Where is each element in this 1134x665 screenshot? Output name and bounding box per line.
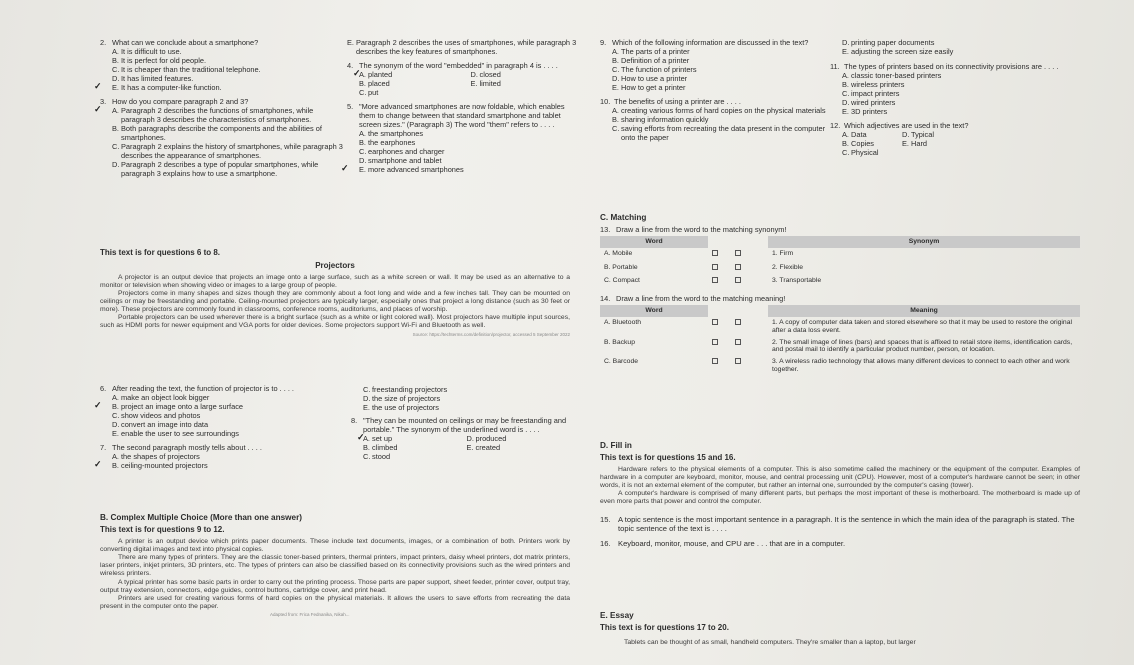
passage-paragraph: A printer is an output device which prints paper documents. These include text documents, images, or a combination of both. Printers work by converting digital images and text into physical copies. [100,537,570,553]
question-7: 7. The second paragraph mostly tells about . . . . A. the shapes of projectors ✓ B. ceiling-mounted projectors [100,443,345,470]
q14-stem: Draw a line from the word to the matching meaning! [616,294,786,304]
q6-option-b-checked[interactable]: ✓ B. project an image onto a large surface [100,402,345,411]
section-d-subheader: This text is for questions 15 and 16. [600,453,736,462]
q7-option-d[interactable]: D. the size of projectors [363,394,441,404]
q9-option-b[interactable]: B. Definition of a printer [612,56,690,66]
q5-option-e-checked[interactable]: ✓ E. more advanced smartphones [347,165,582,174]
passage-paragraph: A computer's hardware is comprised of many different parts, but perhaps the most important of these is motherboard. The motherboard is made up of even more parts that power and control the computer. [600,490,1080,506]
q2-option-b[interactable]: B. It is perfect for old people. [112,56,207,66]
match-box[interactable] [712,250,718,256]
question-4: 4. The synonym of the word "embedded" in paragraph 4 is . . . . ✓ A. planted D. closed B. placed E. limited C. put [347,61,582,97]
q10-option-d[interactable]: D. printing paper documents [842,38,935,47]
q5-option-d[interactable]: D. smartphone and tablet [359,156,442,166]
q3-option-e[interactable]: E. Paragraph 2 describes the uses of smartphones, while paragraph 3 describes the key features of smartphones. [347,38,577,57]
q9-option-a[interactable]: A. The parts of a printer [612,47,690,57]
question-16: 16. Keyboard, monitor, mouse, and CPU are . . . that are in a computer. [600,539,846,549]
match-box[interactable] [712,264,718,270]
question-9: 9. Which of the following information are discussed in the text? A. The parts of a printer B. Definition of a printer C. The function of printers D. How to use a printer E. How to get a printer [600,38,830,92]
match-box[interactable] [735,339,741,345]
q9-option-c[interactable]: C. The function of printers [612,65,697,75]
q5-option-a[interactable]: A. the smartphones [359,129,424,139]
q4-option-b[interactable]: B. placed [359,79,390,89]
q11-option-d[interactable]: D. wired printers [842,98,896,108]
q8-option-c[interactable]: C. stood [363,452,391,462]
q2-option-c[interactable]: C. It is cheaper than the traditional telephone. [112,65,261,75]
q6-option-a[interactable]: A. make an object look bigger [112,393,210,403]
q8-option-e[interactable]: E. created [466,443,501,453]
section-c-header: C. Matching [600,213,647,222]
q10-option-a[interactable]: A. creating various forms of hard copies on the physical materials [612,106,826,116]
projectors-section [100,244,570,337]
q11-option-e[interactable]: E. 3D printers [842,107,888,117]
q9-option-e[interactable]: E. How to get a printer [612,83,686,93]
passage-source: Source: https://techterms.com/definition/projector, accessed 5 September 2022 [412,331,570,337]
q5-option-c[interactable]: C. earphones and charger [359,147,445,157]
passage-paragraph: A projector is an output device that projects an image onto a large surface, such as a white screen or wall. It may be used as an alternative to a monitor or television when showing video or images to a large group of people. [100,273,570,289]
q7-option-e[interactable]: E. the use of projectors [363,403,439,413]
q10-option-e[interactable]: E. adjusting the screen size easily [842,47,954,57]
q11-option-a[interactable]: A. classic toner-based printers [842,71,942,81]
q3-option-d[interactable]: D. Paragraph 2 describes a type of popular smartphones, while paragraph 3 explains how to use a smartphone. [112,160,319,179]
q12-option-e[interactable]: E. Hard [902,139,928,149]
match-box[interactable] [712,339,718,345]
q6-option-d[interactable]: D. convert an image into data [112,420,209,430]
q6-option-e[interactable]: E. enable the user to see surroundings [112,429,239,439]
q7-option-b-checked[interactable]: ✓ B. ceiling-mounted projectors [100,461,345,470]
q2-option-e-checked[interactable]: ✓ E. It has a computer-like function. [100,83,345,92]
q4-option-e[interactable]: E. limited [470,79,501,89]
passage-paragraph: A typical printer has some basic parts in order to carry out the printing process. Those parts are paper support, sheet feeder, printer cover, output tray, output tray extension, connectors, edge guides, control buttons, cartridge cover, and print head. [100,578,570,594]
q9-option-d[interactable]: D. How to use a printer [612,74,688,84]
q2-option-d[interactable]: D. It has limited features. [112,74,194,84]
match-box[interactable] [735,264,741,270]
passage-paragraph: Tablets can be thought of as small, handheld computers. They're smaller than a laptop, but larger [624,638,916,646]
section-b-subheader: This text is for questions 9 to 12. [100,525,225,534]
section-d-header: D. Fill in [600,441,632,450]
section-b-header: B. Complex Multiple Choice (More than one answer) [100,513,302,522]
q4-option-c[interactable]: C. put [359,88,379,98]
q14-matching-table: Word Meaning A. Bluetooth 1. A copy of computer data taken and stored elsewhere so that it may be used to restore the original after a data loss event. B. Backup 2. The small image of lines (bars) and spaces that is affixed to retail store items, identification cards, and postal mail to identify a particular product number, person, or location. C. Barcode 3. A wireless radio technology that allows many different devices to connect to each other and work together. [600,305,1080,376]
column-1 [100,38,345,183]
passage-paragraph: Portable projectors can be used wherever there is a bright surface (such as a white or light colored wall). Most projectors have multiple input sources, such as HDMI ports for newer equipment and VGA ports for older devices. Some projectors support Wi-Fi and Bluetooth as well. [100,314,570,330]
section-e-header: E. Essay [600,611,634,620]
q4-option-d[interactable]: D. closed [470,70,501,80]
q5-option-b[interactable]: B. the earphones [359,138,416,148]
q12-option-d[interactable]: D. Typical [902,130,935,140]
q11-option-b[interactable]: B. wireless printers [842,80,905,90]
q7-option-a[interactable]: A. the shapes of projectors [112,452,200,462]
questions-6-8 [100,384,570,475]
match-box[interactable] [712,358,718,364]
section-b [100,510,570,618]
question-12: 12. Which adjectives are used in the text? A. Data D. Typical B. Copies E. Hard C. Physical [830,121,969,158]
q6-option-c[interactable]: C. show videos and photos [112,411,201,421]
section-c: C. Matching 13. Draw a line from the word to the matching synonym! Word Synonym A. Mobile 1. Firm B. Portable 2. Flexible C. Compact 3. Transportable 14. Draw a line from the word to the matching meaning! Word Meaning A. Bluetooth 1. A copy of computer data taken and stored elsewhere so that it may be used to restore the original after a data loss event. B. Backup 2. The small image of lines (bars) and spaces that is affixed to retail store items, identification cards, and postal mail to identify a particular product number, person, or location. C. Barcode 3. A wireless radio technology that allows many different devices to connect to each other and work together. [600,210,1080,376]
column-4 [830,38,1080,162]
question-2: 2. What can we conclude about a smartphone? A. It is difficult to use. B. It is perfect for old people. C. It is cheaper than the traditional telephone. D. It has limited features. ✓ E. It has a computer-like function. [100,38,345,92]
match-box[interactable] [735,319,741,325]
match-box[interactable] [735,277,741,283]
passage-paragraph: There are many types of printers. They are the classic toner-based printers, thermal printers, impact printers, daisy wheel printers, dot matrix printers, laser printers, inkjet printers, 3D printers, etc. The types of printers can also be classified based on its connectivity provisions such as the wired printers and wireless printers. [100,554,570,578]
q2-option-a[interactable]: A. It is difficult to use. [112,47,182,57]
passage-paragraph: Projectors come in many shapes and sizes though they are commonly about a foot long and wide and a few inches tall. They can be mounted on ceilings or may be freestanding and portable. Ceiling-mounted projectors are typically larger, especially ones that project a long distance (such as 30 feet or more). These projectors are commonly found in classrooms, conference rooms, auditoriums, and places of worship. [100,289,570,314]
q13-stem: Draw a line from the word to the matching synonym! [616,225,787,234]
q4-option-a-checked[interactable]: ✓ A. planted [359,70,471,79]
q8-option-d[interactable]: D. produced [466,434,507,444]
q8-option-a-checked[interactable]: ✓ A. set up [363,434,467,443]
column-3 [600,38,830,147]
match-box[interactable] [712,277,718,283]
q3-option-a-checked[interactable]: ✓ A. Paragraph 2 describes the functions of smartphones, while paragraph 3 describes the characteristics of smartphones. [100,106,345,124]
q12-option-b[interactable]: B. Copies [842,139,875,149]
passage-paragraph: Hardware refers to the physical elements of a computer. This is also sometime called the machinery or the equipment of the computer. Examples of hardware in a computer are keyboard, monitor, mouse, and central processing unit (CPU). However, most of a computer's hardware cannot be seen; in other words, it is not an external element of the computer, but rather an internal one, surrounded by the computer's casing (tower). [600,465,1080,490]
passage-source: Adapted from: Frica Fednanika, Nikah... [270,612,350,618]
q10-option-b[interactable]: B. sharing information quickly [612,115,709,125]
q3-option-c[interactable]: C. Paragraph 2 explains the history of smartphones, while paragraph 3 describes the appearance of smartphones. [112,142,343,161]
question-15: 15. A topic sentence is the most important sentence in a paragraph. It is the sentence in which the main idea of the paragraph is stated. The topic sentence of the text is . . . . [600,514,1075,533]
question-11: 11. The types of printers based on its connectivity provisions are . . . . A. classic toner-based printers B. wireless printers C. impact printers D. wired printers E. 3D printers [830,62,1080,116]
question-3: 3. How do you compare paragraph 2 and 3? ✓ A. Paragraph 2 describes the functions of smartphones, while paragraph 3 describes the characteristics of smartphones. B. Both paragraphs describe the components and the abilities of smartphones. C. Paragraph 2 explains the history of smartphones, while paragraph 3 describes the appearance of smartphones. D. Paragraph 2 describes a type of popular smartphones, while paragraph 3 explains how to use a smartphone. [100,97,345,178]
question-8: 8. "They can be mounted on ceilings or may be freestanding and portable." The synonym of the underlined word is . . . . ✓ A. set up D. produced B. climbed E. created C. stood [351,416,570,461]
q13-matching-table: Word Synonym A. Mobile 1. Firm B. Portable 2. Flexible C. Compact 3. Transportable [600,236,1080,288]
section-header: This text is for questions 6 to 8. [100,248,221,257]
passage-paragraph: Printers are used for creating various forms of hard copies on the physical materials. It allows the users to save efforts from recreating the data present in the computer onto the paper. [100,594,570,610]
q3-option-b[interactable]: B. Both paragraphs describe the components and the abilities of smartphones. [112,124,322,143]
q11-option-c[interactable]: C. impact printers [842,89,900,99]
question-6: 6. After reading the text, the function of projector is to . . . . A. make an object look bigger ✓ B. project an image onto a large surface C. show videos and photos D. convert an image into data E. enable the user to see surroundings [100,384,345,438]
q7-option-c[interactable]: C. freestanding projectors [363,385,448,394]
section-e-subheader: This text is for questions 17 to 20. [600,623,729,632]
q12-option-c[interactable]: C. Physical [842,148,879,158]
q8-option-b[interactable]: B. climbed [363,443,398,453]
match-box[interactable] [735,358,741,364]
column-2 [347,38,582,179]
section-d [600,438,1080,553]
question-10: 10. The benefits of using a printer are . . . . A. creating various forms of hard copies on the physical materials B. sharing information quickly C. saving efforts from recreating the data present in the computer onto the paper [600,97,830,142]
section-e [600,608,1080,647]
passage-title: Projectors [315,260,355,270]
match-box[interactable] [735,250,741,256]
q12-option-a[interactable]: A. Data [842,130,867,140]
question-5: 5. "More advanced smartphones are now foldable, which enables them to change between that standard smartphone and tablet screen sizes." (Paragraph 3) The word "them" refers to . . . . A. the smartphones B. the earphones C. earphones and charger D. smartphone and tablet ✓ E. more advanced smartphones [347,102,582,174]
match-box[interactable] [712,319,718,325]
q10-option-c[interactable]: C. saving efforts from recreating the data present in the computer onto the paper [612,124,826,143]
